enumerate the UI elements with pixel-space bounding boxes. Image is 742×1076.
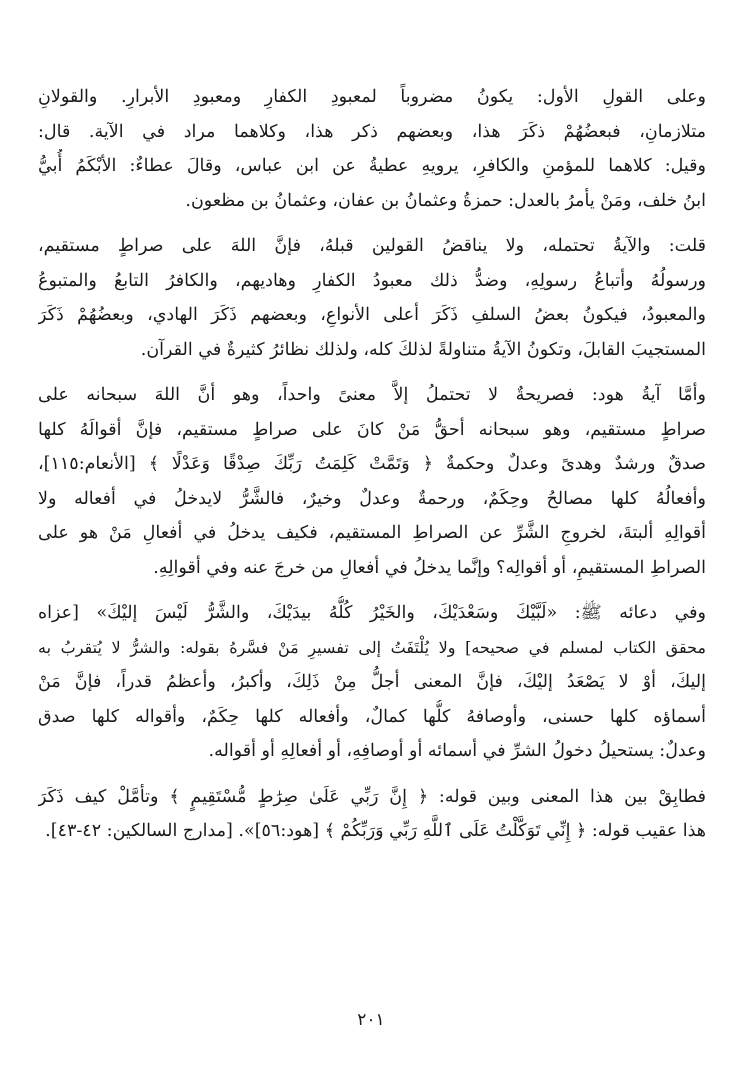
text-line: متلازمانِ، فبعضُهُمْ ذكَرَ هذا، وبعضهم ذكر هذا، وكلاهما مراد في الآية. قال:	[38, 121, 706, 142]
text-line: وعلى القولِ الأول: يكونُ مضروباً لمعبودِ الكفارِ ومعبودِ الأبرارِ. والقولانِ	[38, 87, 706, 107]
text-line: إليكَ، أوْ لا يَصْعَدُ إليْكَ، فإنَّ المعنى أجلُّ مِنْ ذَلِكَ، وأكبرُ، وأعظمُ قدراً، فإنَّ مَنْ	[38, 672, 706, 692]
text-line: صراطٍ مستقيم، وهو سبحانه أحقُّ مَنْ كانَ على صراطٍ مستقيم، فإنَّ أقوالَهُ كلها	[38, 419, 706, 440]
hadith-line: وفي دعائه ﷺ: «لَبَّيْكَ وسَعْدَيْكَ، والخَيْرُ كُلُّهُ بيدَيْكَ، والشَّرُّ لَيْسَ إليْكَ» [عزاه	[38, 603, 706, 623]
paragraph-first-saying	[38, 80, 706, 218]
paragraph-gap	[38, 367, 706, 378]
paragraph-conclusion	[38, 780, 706, 849]
text-line: والمعبودُ، فيكونُ بعضُ السلفِ ذَكَرَ أعلى الأنواعِ، وبعضهم ذَكَرَ الهادي، وبعضُهُمْ ذَكَرَ	[38, 305, 706, 325]
text-line: وأفعالُهُ كلها مصالحُ وحِكَمٌ، ورحمةٌ وعدلٌ وخيرٌ، فالشَّرُّ لايدخلُ في أفعاله ولا	[38, 488, 706, 509]
text-line: ابنُ خلف، ومَنْ يأمرُ بالعدل: حمزةُ وعثمانُ بن عفان، وعثمانُ بن مظعون.	[185, 190, 706, 211]
text-line: وقيل: كلاهما للمؤمنِ والكافرِ، يرويهِ عطيةُ عن ابن عباس، وقالَ عطاءٌ: الأبْكَمُ أُبيُّ	[38, 156, 706, 176]
text-line: وأمَّا آيةُ هود: فصريحةٌ لا تحتملُ إلاَّ معنىً واحداً، وهو أنَّ اللهَ سبحانه على	[38, 385, 706, 405]
paragraph-gap	[38, 769, 706, 780]
quran-verse-line: صدقٌ ورشدٌ وهدىً وعدلٌ وحكمةٌ ﴿ وَتَمَّتْ كَلِمَتُ رَبِّكَ صِدْقًا وَعَدْلًا ﴾ [الأنعام:١١٥]،	[38, 454, 706, 474]
text-line: محقق الكتاب لمسلم في صحيحه] ولا يُلْتَفَتُ إلى تفسيرِ مَنْ فسَّرهُ بقوله: والشرُّ لا يُتقربُ به	[38, 637, 706, 657]
paragraph-gap	[38, 585, 706, 596]
page-number: ٢٠١	[357, 1010, 385, 1030]
paragraph-gap	[38, 218, 706, 229]
text-line: الصراطِ المستقيمِ، أو أقوالِه؟ وإنَّما يدخلُ في أفعالِ من خرجَ عنه وفي أقوالِهِ.	[153, 557, 706, 578]
text-line: أسماؤه كلها حسنى، وأوصافهُ كلُّها كمالٌ، وأفعاله كلها حِكَمٌ، وأقواله كلها صدق	[38, 706, 706, 727]
paragraph-supplication	[38, 596, 706, 769]
page-body	[38, 80, 706, 1040]
text-line: أقوالِهِ ألبتةَ، لخروجِ الشَّرِّ عن الصراطِ المستقيم، فكيف يدخلُ في أفعالِ مَنْ هو على	[38, 523, 706, 543]
paragraph-author-opinion	[38, 229, 706, 367]
text-line: المستجيبَ القابلَ، وتكونُ الآيةُ متناولةً لذلكَ كله، ولذلك نظائرُ كثيرةٌ في القرآن.	[140, 339, 706, 360]
paragraph-verse-hud	[38, 378, 706, 585]
text-line: ورسولُهُ وأتباعُ رسولِهِ، وضدُّ ذلك معبودُ الكفارِ وهاديهم، والكافرُ التابعُ والمتبوعُ	[38, 270, 706, 291]
quran-verse-line: فطابِقْ بين هذا المعنى وبين قوله: ﴿ إِنَّ رَبِّي عَلَىٰ صِرَٰطٍ مُّسْتَقِيمٍ ﴾ وتأمَّلْ كيف ذَكَرَ	[38, 786, 706, 807]
text-line: قلت: والآيةُ تحتمله، ولا يناقضُ القولين قبلهُ، فإنَّ اللهَ على صراطٍ مستقيم،	[38, 236, 706, 256]
text-line: وعدلٌ: يستحيلُ دخولُ الشرِّ في أسمائه أو أوصافِهِ، أو أفعالِهِ أو أقواله.	[208, 741, 706, 761]
citation-line: هذا عقيب قوله: ﴿ إِنِّي تَوَكَّلْتُ عَلَى ٱللَّهِ رَبِّي وَرَبِّكُمْ ﴾ [هود:٥٦]». [مدارج السالكين: ٤٢-٤٣].	[45, 821, 706, 841]
